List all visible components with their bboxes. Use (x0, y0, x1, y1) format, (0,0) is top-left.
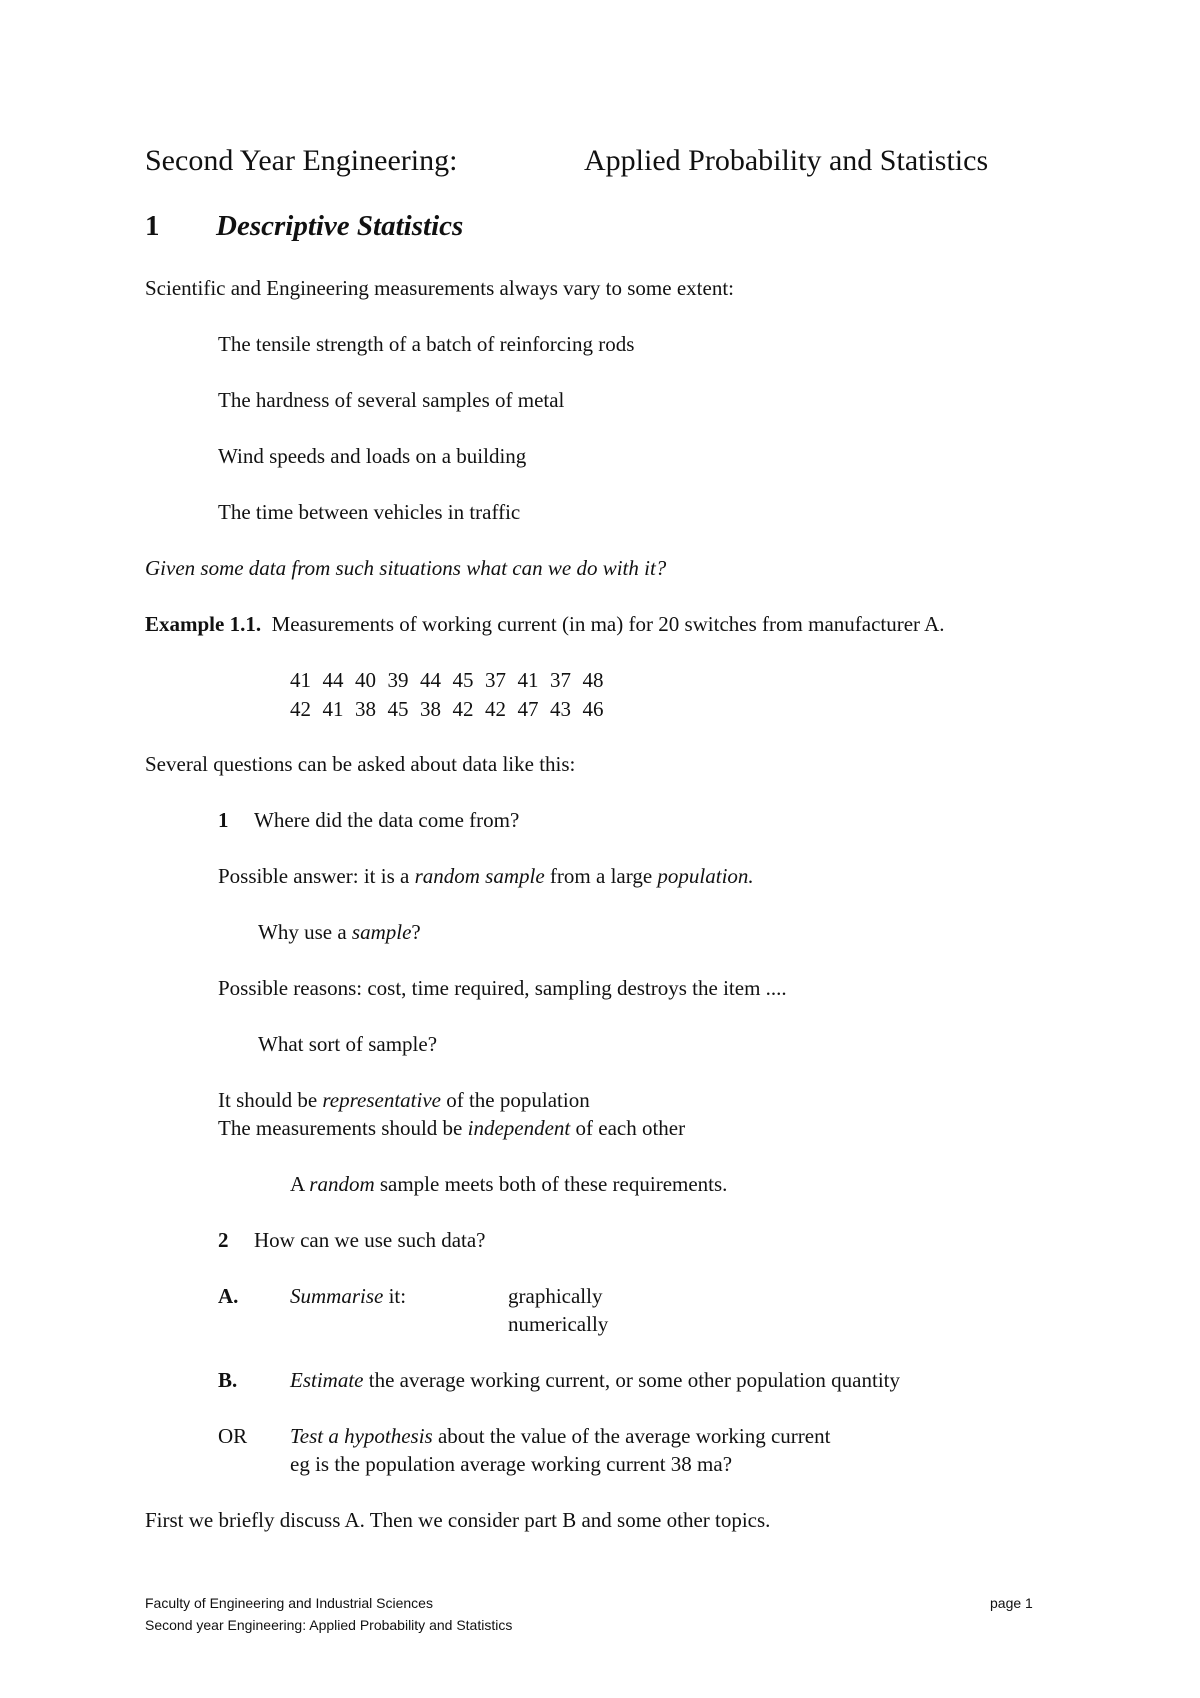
possible-reasons: Possible reasons: cost, time required, sampling destroys the item .... (218, 976, 787, 1000)
answer-emphasis: random sample (414, 864, 545, 888)
example-item: Wind speeds and loads on a building (218, 444, 527, 468)
example-item: The hardness of several samples of metal (218, 388, 565, 412)
data-value: 48 (582, 668, 604, 692)
data-value: 38 (355, 697, 376, 721)
rand-text: sample meets both of these requirements. (374, 1172, 728, 1196)
q1-number: 1 (218, 808, 229, 832)
rand-text: A (290, 1172, 310, 1196)
option-a-emphasis: Summarise (290, 1284, 384, 1308)
data-value: 45 (387, 697, 409, 721)
rep-emphasis: representative (322, 1088, 441, 1112)
header-subject: Applied Probability and Statistics (584, 144, 989, 177)
random-sample-line (290, 1172, 727, 1197)
why-sample (258, 920, 421, 945)
independent-line (218, 1116, 685, 1141)
representative-line (218, 1088, 590, 1113)
q1-answer (218, 864, 754, 889)
data-value: 42 (290, 697, 311, 721)
ind-text: of each other (570, 1116, 686, 1140)
option-b-label: B. (218, 1368, 238, 1392)
closing-text: First we briefly discuss A. Then we consider part B and some other topics. (145, 1508, 771, 1532)
why-emphasis: sample (351, 920, 412, 944)
data-value: 47 (517, 697, 539, 721)
answer-emphasis: population. (657, 864, 754, 888)
option-or-example: eg is the population average working current 38 ma? (290, 1452, 733, 1476)
data-value: 41 (322, 697, 344, 721)
option-a-label: A. (218, 1284, 239, 1308)
data-value: 40 (355, 668, 376, 692)
q2-text: How can we use such data? (254, 1228, 486, 1252)
ind-text: The measurements should be (218, 1116, 468, 1140)
section-title: Descriptive Statistics (216, 210, 464, 242)
data-value: 37 (550, 668, 571, 692)
page-number: page 1 (990, 1595, 1033, 1611)
intro-text: Scientific and Engineering measurements always vary to some extent: (145, 276, 734, 300)
header-course: Second Year Engineering: (145, 144, 458, 177)
q2-number: 2 (218, 1228, 229, 1252)
option-b-emphasis: Estimate (290, 1368, 364, 1392)
example-label: Example 1.1. (145, 612, 262, 636)
data-value: 44 (420, 668, 441, 692)
q1-text: Where did the data come from? (254, 808, 520, 832)
footer-course: Second year Engineering: Applied Probability and Statistics (145, 1617, 513, 1633)
option-a-graphically: graphically (508, 1284, 603, 1308)
data-value: 45 (452, 668, 474, 692)
data-row-2 (290, 697, 615, 722)
data-value: 41 (517, 668, 539, 692)
why-text: ? (411, 920, 421, 944)
example-item: The time between vehicles in traffic (218, 500, 521, 524)
option-b-text (290, 1368, 900, 1393)
guiding-question: Given some data from such situations what can we do with it? (145, 556, 667, 580)
footer-faculty: Faculty of Engineering and Industrial Sciences (145, 1595, 433, 1611)
option-or-emphasis: Test a hypothesis (290, 1424, 433, 1448)
answer-text: from a large (544, 864, 658, 888)
option-b-rest: the average working current, or some other population quantity (363, 1368, 901, 1392)
example-description: Measurements of working current (in ma) for 20 switches from manufacturer A. (271, 612, 945, 636)
data-value: 39 (387, 668, 409, 692)
option-a-text (290, 1284, 406, 1309)
rep-text: of the population (440, 1088, 590, 1112)
data-value: 41 (290, 668, 311, 692)
ind-emphasis: independent (467, 1116, 571, 1140)
option-a-numerically: numerically (508, 1312, 609, 1336)
option-or-label: OR (218, 1424, 248, 1448)
data-value: 38 (420, 697, 441, 721)
data-value: 44 (322, 668, 344, 692)
section-number: 1 (145, 210, 160, 242)
data-value: 43 (550, 697, 571, 721)
example-1-1 (145, 612, 945, 637)
why-text: Why use a (258, 920, 352, 944)
rep-text: It should be (218, 1088, 323, 1112)
option-or-rest: about the value of the average working current (432, 1424, 831, 1448)
rand-emphasis: random (309, 1172, 375, 1196)
example-item: The tensile strength of a batch of reinforcing rods (218, 332, 635, 356)
questions-intro: Several questions can be asked about data like this: (145, 752, 576, 776)
data-value: 42 (485, 697, 506, 721)
data-row-1 (290, 668, 615, 693)
option-or-text (290, 1424, 830, 1449)
sort-of-sample: What sort of sample? (258, 1032, 438, 1056)
data-value: 42 (452, 697, 474, 721)
data-value: 46 (582, 697, 604, 721)
answer-text: Possible answer: it is a (218, 864, 415, 888)
option-a-rest: it: (383, 1284, 407, 1308)
data-value: 37 (485, 668, 506, 692)
